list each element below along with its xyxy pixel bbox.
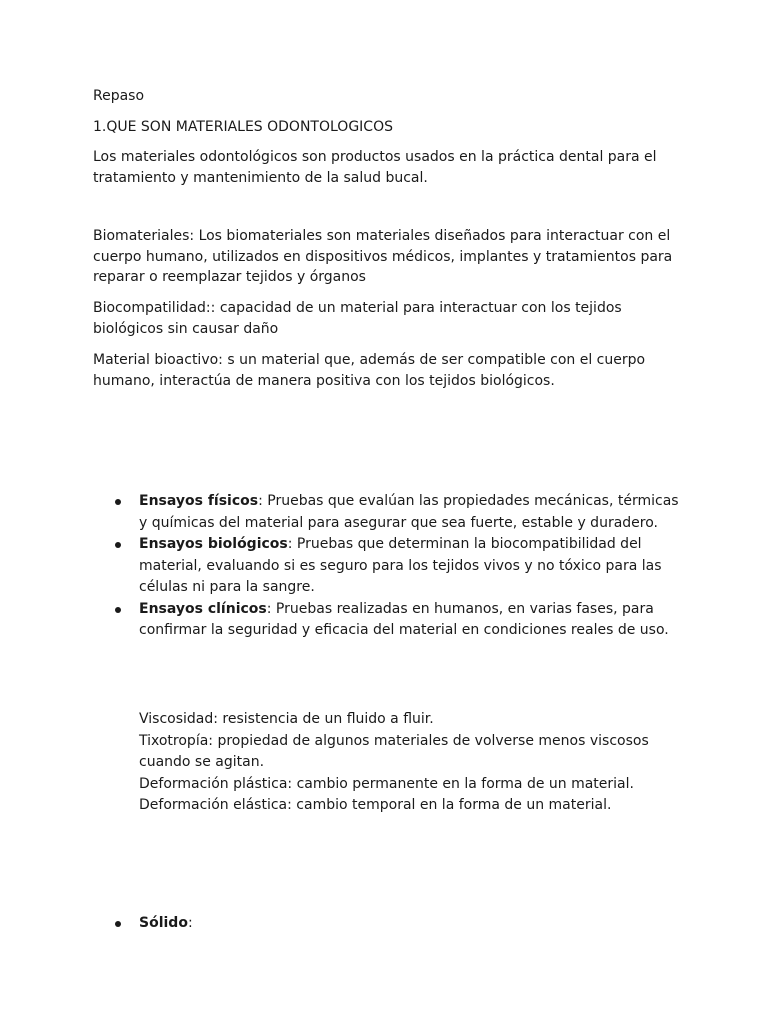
definition-term: Tixotropía: <box>139 732 214 749</box>
definition-text: resistencia de un fluido a fluir. <box>217 711 434 727</box>
biomateriales-paragraph: Biomateriales: Los biomateriales son materiales diseñados para interactuar con el cuerpo humano, utilizados en dispositivos médicos, implantes y tratamientos para reparar o reemplazar tejidos y órganos <box>93 228 673 285</box>
definitions-block <box>139 709 679 817</box>
bullet-icon <box>115 921 121 927</box>
definition-line <box>139 709 679 731</box>
definition-term: Deformación elástica: <box>139 797 292 813</box>
definition-line <box>139 774 679 796</box>
list-item-text: : Pruebas que determinan la biocompatibilidad del material, evaluando si es seguro para los tejidos vivos y no tóxico para las células ni para la sangre. <box>139 536 662 595</box>
bioactivo-paragraph: Material bioactivo: s un material que, además de ser compatible con el cuerpo humano, interactúa de manera positiva con los tejidos biológicos. <box>93 352 646 389</box>
definition-text: cambio permanente en la forma de un material. <box>292 775 634 792</box>
list-item <box>93 534 683 599</box>
list-item-term: Ensayos biológicos <box>139 536 288 552</box>
definition-text: propiedad de algunos materiales de volverse menos viscosos cuando se agitan. <box>139 732 649 770</box>
definition-term: Deformación plástica: <box>139 775 293 792</box>
intro-paragraph: Los materiales odontológicos son productos usados en la práctica dental para el tratamiento y mantenimiento de la salud bucal. <box>93 149 657 186</box>
bullet-icon <box>115 607 121 613</box>
section-heading: 1.QUE SON MATERIALES ODONTOLOGICOS <box>93 119 393 135</box>
solido-list <box>93 913 683 935</box>
definition-text: cambio temporal en la forma de un material. <box>291 797 612 813</box>
bullet-icon <box>115 542 121 548</box>
list-item-text: : <box>187 915 193 931</box>
biocompatibilidad-paragraph: Biocompatilidad:: capacidad de un material para interactuar con los tejidos biológicos sin causar daño <box>93 300 622 337</box>
list-item-text: : Pruebas que evalúan las propiedades mecánicas, térmicas y químicas del material para asegurar que sea fuerte, estable y duradero. <box>139 493 679 531</box>
list-item-term: Ensayos clínicos <box>139 600 267 617</box>
document-title: Repaso <box>93 88 145 104</box>
list-item-text: : Pruebas realizadas en humanos, en varias fases, para confirmar la seguridad y eficacia del material en condiciones reales de uso. <box>139 600 669 638</box>
definition-term: Viscosidad: <box>139 711 218 727</box>
list-item <box>93 913 683 935</box>
definition-line <box>139 795 679 817</box>
list-item <box>93 599 683 642</box>
list-item-term: Ensayos físicos <box>139 493 259 509</box>
bullet-icon <box>115 499 121 505</box>
list-item <box>93 491 683 534</box>
definition-line <box>139 731 679 774</box>
list-item-term: Sólido <box>139 915 188 931</box>
ensayos-list <box>93 491 683 642</box>
